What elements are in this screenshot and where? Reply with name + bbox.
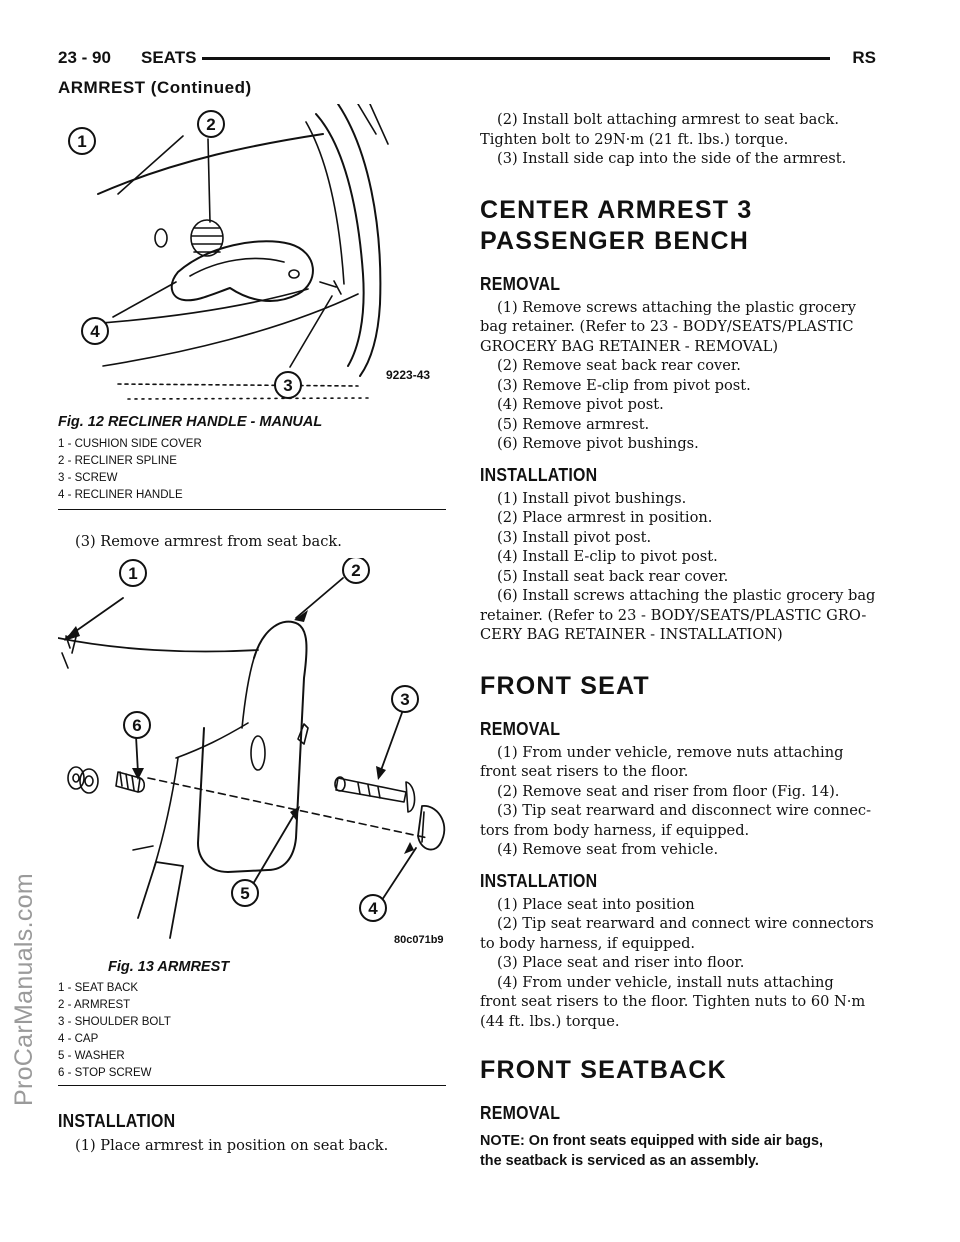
fig12-code: 9223-43 xyxy=(386,368,431,382)
step-text: (2) Install bolt attaching armrest to seat back. xyxy=(497,111,839,128)
fig12-callout-3: 3 xyxy=(283,376,293,395)
step-text: front seat risers to the floor. xyxy=(480,763,689,780)
step-text: CERY BAG RETAINER - INSTALLATION) xyxy=(480,626,783,643)
step-text: (5) Install seat back rear cover. xyxy=(497,567,729,585)
fig13-callout-4: 4 xyxy=(368,899,378,918)
figure-12 xyxy=(58,104,446,512)
legend-item: 2 - RECLINER SPLINE xyxy=(58,455,177,467)
note-text: NOTE: On front seats equipped with side air bags, xyxy=(480,1133,824,1149)
left-step-3: (3) Remove armrest from seat back. xyxy=(75,533,342,550)
side-watermark: ProCarManuals.com xyxy=(10,873,38,1106)
legend-item: 4 - CAP xyxy=(58,1033,99,1045)
center-armrest-title-line-1: CENTER ARMREST 3 xyxy=(480,195,753,224)
fig12-callout-4: 4 xyxy=(90,322,100,341)
note-text: the seatback is serviced as an assembly. xyxy=(480,1152,759,1169)
legend-item: 3 - SCREW xyxy=(58,472,118,484)
fig13-callout-3: 3 xyxy=(400,690,410,709)
legend-item: 3 - SHOULDER BOLT xyxy=(58,1016,171,1028)
fig13-callout-6: 6 xyxy=(132,716,142,735)
page-header xyxy=(58,48,876,78)
step-text: (3) Place seat and riser into floor. xyxy=(497,954,745,971)
step-text: front seat risers to the floor. Tighten nuts to 60 N·m xyxy=(480,993,866,1010)
fig13-callout-5: 5 xyxy=(240,884,250,903)
fig12-caption: Fig. 12 RECLINER HANDLE - MANUAL xyxy=(58,414,323,430)
step-text: (1) Install pivot bushings. xyxy=(497,489,687,507)
front-seat-title: FRONT SEAT xyxy=(480,671,650,700)
step-text: (1) Remove screws attaching the plastic grocery xyxy=(497,298,856,316)
step-text: (1) Place seat into position xyxy=(497,895,695,913)
fig12-callout-2: 2 xyxy=(206,115,216,134)
fig13-caption: Fig. 13 ARMREST xyxy=(108,959,230,975)
step-text: (44 ft. lbs.) torque. xyxy=(480,1012,620,1030)
step-text: tors from body harness, if equipped. xyxy=(480,821,750,839)
page-number: 23 - 90 xyxy=(58,48,111,67)
fig12-callout-1: 1 xyxy=(77,132,87,151)
legend-item: 1 - CUSHION SIDE COVER xyxy=(58,438,202,450)
step-text: (2) Tip seat rearward and connect wire connectors xyxy=(497,915,874,932)
removal-heading: REMOVAL xyxy=(480,717,561,739)
step-text: (1) From under vehicle, remove nuts attaching xyxy=(497,743,844,761)
step-text: (1) Place armrest in position on seat back. xyxy=(75,1137,389,1154)
step-text: (3) Install pivot post. xyxy=(497,528,652,546)
step-text: (3) Install side cap into the side of the armrest. xyxy=(497,150,847,167)
step-text: GROCERY BAG RETAINER - REMOVAL) xyxy=(480,337,779,355)
removal-heading: REMOVAL xyxy=(480,272,561,294)
model-code: RS xyxy=(852,48,876,67)
step-text: (6) Install screws attaching the plastic grocery bag xyxy=(497,587,876,604)
armrest-illustration xyxy=(58,558,446,953)
step-text: (4) Install E-clip to pivot post. xyxy=(497,548,718,565)
right-column xyxy=(480,110,876,1171)
front-seatback-title: FRONT SEATBACK xyxy=(480,1056,727,1084)
step-text: Tighten bolt to 29N·m (21 ft. lbs.) torque. xyxy=(480,130,789,148)
step-text: retainer. (Refer to 23 - BODY/SEATS/PLASTIC GRO- xyxy=(480,606,867,624)
legend-item: 5 - WASHER xyxy=(58,1050,125,1062)
figure-13 xyxy=(58,558,446,1088)
continued-heading: ARMREST (Continued) xyxy=(58,78,252,97)
header-rule xyxy=(202,57,830,60)
fig13-rule xyxy=(58,1085,446,1086)
legend-item: 6 - STOP SCREW xyxy=(58,1067,152,1079)
fig12-rule xyxy=(58,509,446,510)
installation-heading: INSTALLATION xyxy=(480,463,598,485)
step-text: (4) Remove pivot post. xyxy=(497,396,664,413)
step-text: (4) From under vehicle, install nuts attaching xyxy=(497,973,834,991)
fig13-code: 80c071b9 xyxy=(394,934,444,946)
step-text: bag retainer. (Refer to 23 - BODY/SEATS/PLASTIC xyxy=(480,318,854,335)
removal-heading: REMOVAL xyxy=(480,1102,561,1123)
section-title: SEATS xyxy=(141,48,197,67)
step-text: (4) Remove seat from vehicle. xyxy=(497,841,719,858)
left-installation-section xyxy=(58,1110,446,1156)
step-text: (3) Remove E-clip from pivot post. xyxy=(497,376,751,394)
legend-item: 2 - ARMREST xyxy=(58,999,131,1011)
fig12-legend xyxy=(58,436,202,504)
center-armrest-title-line-2: PASSENGER BENCH xyxy=(480,226,749,255)
installation-heading: INSTALLATION xyxy=(480,869,598,891)
step-text: (5) Remove armrest. xyxy=(497,415,650,433)
step-text: to body harness, if equipped. xyxy=(480,934,696,952)
recliner-handle-illustration xyxy=(58,104,446,404)
fig13-callout-1: 1 xyxy=(128,564,138,583)
installation-heading: INSTALLATION xyxy=(58,1110,176,1131)
legend-item: 4 - RECLINER HANDLE xyxy=(58,489,183,501)
step-text: (6) Remove pivot bushings. xyxy=(497,435,699,452)
step-text: (2) Remove seat back rear cover. xyxy=(497,357,741,374)
fig13-callout-2: 2 xyxy=(351,561,361,580)
step-text: (2) Place armrest in position. xyxy=(497,509,713,526)
legend-item: 1 - SEAT BACK xyxy=(58,982,139,994)
fig13-legend xyxy=(58,980,171,1082)
step-text: (3) Tip seat rearward and disconnect wire connec- xyxy=(497,802,872,819)
step-text: (2) Remove seat and riser from floor (Fig. 14). xyxy=(497,782,840,800)
